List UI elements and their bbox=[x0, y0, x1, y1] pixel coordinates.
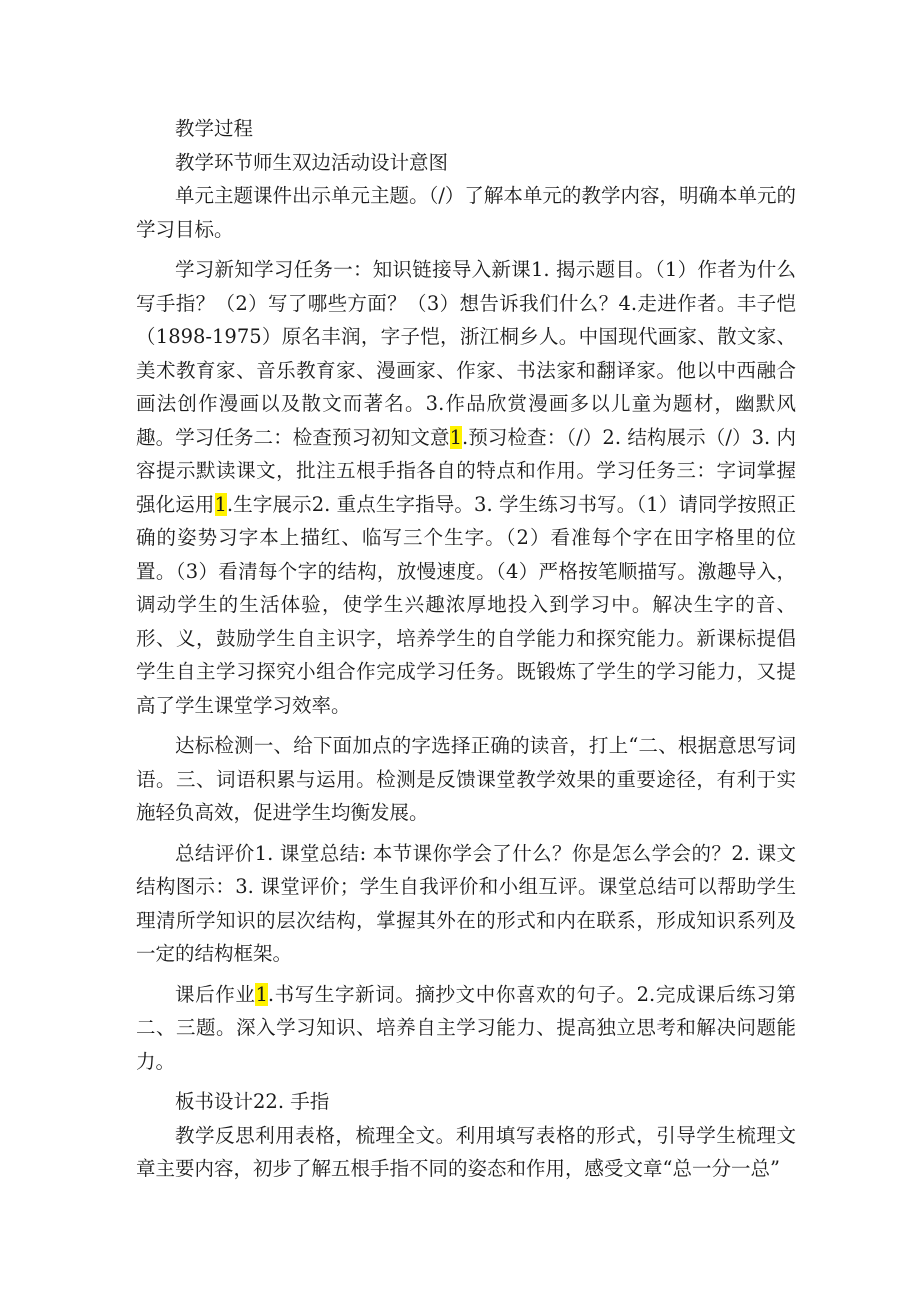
homework-row: 课后作业1.书写生字新词。摘抄文中你喜欢的句子。2.完成课后练习第二、三题。深入学习知识、培养自主学习能力、提高独立思考和解决问题能力。 bbox=[136, 982, 796, 1073]
highlight-mark: 1 bbox=[214, 492, 227, 516]
unit-theme-row: 单元主题课件出示单元主题。（/）了解本单元的教学内容，明确本单元的学习目标。 bbox=[136, 184, 796, 241]
highlight-mark: 1 bbox=[449, 425, 463, 449]
document-body bbox=[136, 112, 796, 1186]
table-header-row: 教学环节师生双边活动设计意图 bbox=[175, 150, 449, 174]
section-heading: 教学过程 bbox=[175, 117, 254, 140]
blackboard-design-row: 板书设计22. 手指 bbox=[175, 1090, 330, 1113]
new-knowledge-row: 学习新知学习任务一：知识链接导入新课1. 揭示题目。（1）作者为什么写手指？（2）写了哪些方面？（3）想告诉我们什么？4.走进作者。丰子恺（1898-1975）原名丰润，字子恺，浙江桐乡人。中国现代画家、散文家、美术教育家、音乐教育家、漫画家、作家、书法家和翻译家。他以中西融合画法创作漫画以及散文而著名。3.作品欣赏漫画多以儿童为题材，幽默风趣。学习任务二：检查预习初知文意1.预习检查：（/）2. 结构展示（/）3. 内容提示默读课文，批注五根手指各自的特点和作用。学习任务三：字词掌握强化运用1.生字展示2. 重点生字指导。3. 学生练习书写。（1）请同学按照正确的姿势习字本上描红、临写三个生字。（2）看准每个字在田字格里的位置。（3）看清每个字的结构，放慢速度。（4）严格按笔顺描写。激趣导入，调动学生的生活体验，使学生兴趣浓厚地投入到学习中。解决生字的音、形、义，鼓励学生自主识字，培养学生的自学能力和探究能力。新课标提倡学生自主学习探究小组合作完成学习任务。既锻炼了学生的学习能力，又提高了学生课堂学习效率。 bbox=[136, 258, 796, 717]
highlight-mark: 1 bbox=[255, 982, 268, 1006]
assessment-row: 达标检测一、给下面加点的字选择正确的读音，打上“二、根据意思写词语。三、词语积累与运用。检测是反馈课堂教学效果的重要途径，有利于实施轻负高效，促进学生均衡发展。 bbox=[136, 734, 796, 824]
summary-row: 总结评价1. 课堂总结: 本节课你学会了什么？你是怎么学会的？2. 课文结构图示：3. 课堂评价；学生自我评价和小组互评。课堂总结可以帮助学生理清所学知识的层次结构，掌握其外在的形式和内在联系，形成知识系列及一定的结构框架。 bbox=[136, 841, 796, 965]
reflection-row: 教学反思利用表格，梳理全文。利用填写表格的形式，引导学生梳理文章主要内容，初步了解五根手指不同的姿态和作用，感受文章“总一分一总” bbox=[136, 1123, 796, 1180]
